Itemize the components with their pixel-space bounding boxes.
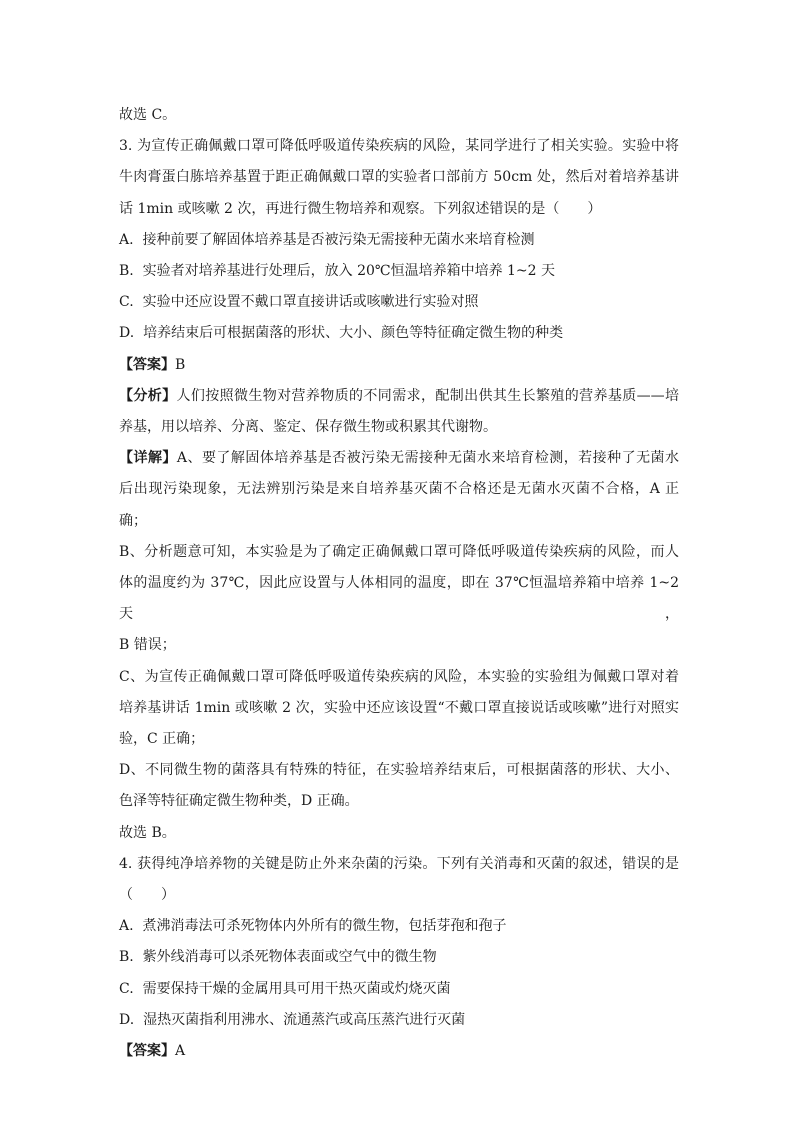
text-line [119, 100, 679, 131]
text-line [119, 662, 679, 693]
text-line [119, 724, 679, 755]
text-line [119, 412, 679, 443]
line-text: A. 煮沸消毒法可杀死物体内外所有的微生物，包括芽孢和孢子 [119, 918, 507, 935]
text-line [119, 1005, 679, 1036]
line-text: A. 接种前要了解固体培养基是否被污染无需接种无菌水来培育检测 [119, 231, 535, 248]
line-text: B. 实验者对培养基进行处理后，放入 20℃恒温培养箱中培养 1~2 天 [119, 263, 556, 280]
line-text: 人们按照微生物对营养物质的不同需求，配制出供其生长繁殖的营养基质——培 [176, 387, 680, 404]
section-tag: 【详解】 [119, 450, 177, 467]
line-text: C. 实验中还应设置不戴口罩直接讲话或咳嗽进行实验对照 [119, 294, 479, 311]
line-text: 故选 B。 [119, 824, 176, 841]
line-text: 3. 为宣传正确佩戴口罩可降低呼吸道传染疾病的风险，某同学进行了相关实验。实验中将 [119, 138, 679, 155]
line-text: 确； [119, 512, 147, 529]
text-line [119, 537, 679, 568]
line-text: 培养基讲话 1min 或咳嗽 2 次，实验中还应该设置“不戴口罩直接说话或咳嗽”进行对照实 [119, 699, 679, 716]
text-line [119, 818, 679, 849]
text-line [119, 880, 679, 911]
line-text: 养基，用以培养、分离、鉴定、保存微生物或积累其代谢物。 [119, 419, 497, 436]
section-tag: 【分析】 [119, 387, 177, 404]
text-line [119, 693, 679, 724]
text-line [119, 755, 679, 786]
line-text: B [175, 356, 186, 373]
line-text: D. 培养结束后可根据菌落的形状、大小、颜色等特征确定微生物的种类 [119, 325, 564, 342]
text-line [119, 568, 679, 630]
line-text: B 错误； [119, 637, 176, 654]
line-text: C、为宣传正确佩戴口罩可降低呼吸道传染疾病的风险，本实验的实验组为佩戴口罩对着 [119, 668, 679, 685]
text-line [119, 256, 679, 287]
line-text: B. 紫外线消毒可以杀死物体表面或空气中的微生物 [119, 949, 437, 966]
text-line [119, 506, 679, 537]
text-line [119, 786, 679, 817]
text-line [119, 162, 679, 193]
line-text: B、分析题意可知，本实验是为了确定正确佩戴口罩可降低呼吸道传染疾病的风险，而人 [119, 543, 679, 560]
text-line [119, 225, 679, 256]
line-text: C. 需要保持干燥的金属用具可用干热灭菌或灼烧灭菌 [119, 980, 451, 997]
text-line [119, 287, 679, 318]
section-tag: 【答案】 [119, 1043, 175, 1060]
line-text: 话 1min 或咳嗽 2 次，再进行微生物培养和观察。下列叙述错误的是（ ） [119, 200, 602, 217]
text-line [119, 630, 679, 661]
line-text: 牛肉膏蛋白胨培养基置于距正确佩戴口罩的实验者口部前方 50cm 处，然后对着培养基讲 [119, 169, 679, 186]
section-tag: 【答案】 [119, 356, 175, 373]
text-line [119, 318, 679, 349]
line-text: 后出现污染现象，无法辨别污染是来自培养基灭菌不合格还是无菌水灭菌不合格，A 正 [119, 481, 679, 498]
text-line [119, 194, 679, 225]
text-line [119, 911, 679, 942]
line-text: 体的温度约为 37℃，因此应设置与人体相同的温度，即在 37℃恒温培养箱中培养 1~2天， [119, 575, 679, 623]
text-line [119, 443, 679, 474]
line-text: （ ） [119, 887, 175, 904]
line-text: D. 湿热灭菌指利用沸水、流通蒸汽或高压蒸汽进行灭菌 [119, 1011, 466, 1028]
text-line [119, 849, 679, 880]
text-line [119, 350, 679, 381]
line-text: D、不同微生物的菌落具有特殊的特征，在实验培养结束后，可根据菌落的形状、大小、 [119, 762, 679, 779]
text-line [119, 974, 679, 1005]
text-line [119, 381, 679, 412]
line-text: 验，C 正确； [119, 731, 205, 748]
line-text: A、要了解固体培养基是否被污染无需接种无菌水来培育检测，若接种了无菌水 [176, 450, 680, 467]
document-body [119, 100, 679, 1067]
text-line [119, 942, 679, 973]
text-line [119, 131, 679, 162]
text-line [119, 1036, 679, 1067]
line-text: A [175, 1043, 186, 1060]
text-line [119, 474, 679, 505]
line-text: 故选 C。 [119, 107, 177, 123]
line-text: 4. 获得纯净培养物的关键是防止外来杂菌的污染。下列有关消毒和灭菌的叙述，错误的是 [119, 855, 679, 872]
line-text: 色泽等特征确定微生物种类，D 正确。 [119, 793, 359, 810]
